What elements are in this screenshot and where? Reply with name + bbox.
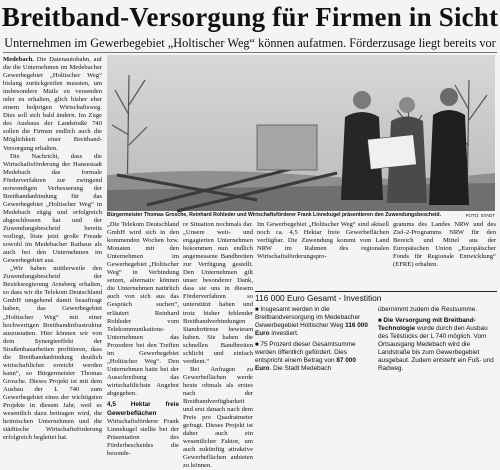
infobox-rule xyxy=(255,291,497,292)
paragraph: Die Nachricht, dass die Wirtschaftsförderung der Hansestadt Medebach das formale Förderverfahren zur zwingend notwendigen Verbesserung der Breitbandanbindung für das Gewerbegebiet „Holtischer Weg“ in Medebach zügig und erfolgreich abgeschlossen hat und der Zuwendungsbescheid bereits vorliegt, löste jetzt große Freude sowohl im Medebacher Rathaus als auch bei den Unternehmen im Gewerbegebiet aus. xyxy=(3,152,102,265)
article-column-2 xyxy=(107,221,179,458)
caption-text: Bürgermeister Thomas Grosche, Reinhard Rohleder und Wirtschaftsförderer Frank Linnekugel präsentieren den Zuwendungsbescheid. xyxy=(107,212,442,218)
infobox-item xyxy=(255,341,373,373)
item-text: investiert. xyxy=(271,330,299,337)
square-bullet-icon: ■ xyxy=(255,342,259,348)
paragraph: Wirtschaftsförderer Frank Linnekugel stellte bei der Präsentation des Förderbescheides die besonde- xyxy=(107,418,179,458)
infobox-item xyxy=(378,317,497,373)
people xyxy=(341,88,469,205)
infobox-item xyxy=(378,306,497,314)
news-photo xyxy=(107,55,495,211)
article-column-4 xyxy=(257,221,389,291)
infobox-item xyxy=(255,306,373,338)
article-column-3 xyxy=(183,221,253,470)
infobox-title: 116 000 Euro Gesamt - Investition xyxy=(255,293,382,303)
photo-image xyxy=(107,55,495,211)
dateline: Medebach. xyxy=(3,56,34,63)
photo-caption xyxy=(107,212,495,219)
square-bullet-icon: ■ xyxy=(378,318,382,324)
subheadline: Unternehmen im Gewerbegebiet „Holtischer Weg“ können aufatmen. Förderzusage liegt bereits vor xyxy=(4,36,496,50)
item-text: 75 Prozent dieser Gesamtsumme werden öffentlich gefördert. Dies entspricht einem Betrag von xyxy=(255,341,356,364)
header-rule xyxy=(3,52,497,53)
infobox-right xyxy=(378,306,497,409)
paragraph: „Die Telekom Deutschland GmbH wird sich in den kommenden Wochen bzw. Monaten mit den Unternehmen im Gewerbegebiet „Holtischer Weg“ in Verbindung setzen, alternativ können die Unternehmen natürlich auch von sich aus das Gespräch suchen“, erläutert Reinhard Rohleder vom Telekommunikations-Unternehmen das Prozedere bei den Treffen im Gewerbegebiet „Holtischer Weg“. Den Unternehmen hatte bei der Ausschreibung das wirtschaftlichste Angebot abgegeben. xyxy=(107,221,179,397)
paragraph: „Wir haben mittlerweile den Zuwendungsbescheid der Bezirksregierung Arnsberg erhalten, so dass wir die Telekom Deutschland GmbH umgehend damit beauftragt haben, das Gewerbegebiet „Holtischer Weg“ mit einer hochwertigen Breitbandinfrastruktur auszustatten. Hier können wir von dem Synergieeffekt der Straßenbauarbeiten profitieren, dass die Breitbandanbindung deutlich wirtschaftlicher erreicht werden kann“, so Bürgermeister Thomas Grosche. Dieses Projekt ist mit dem Ausbau der L 740 zum Gewerbegebiet eines der wichtigsten Projekte in diesem Jahr, weil es wesentlich dazu beitragen wird, die heimischen Unternehmen und die städtische Wirtschaftsförderung erfolgreich begleitet hat. xyxy=(3,265,102,442)
article-column-1 xyxy=(3,56,102,442)
article-column-5 xyxy=(393,221,496,291)
item-bold: 116 000 Euro xyxy=(255,322,368,337)
item-text: Insgesamt werden in die Breitbandversorgung im Medebacher Gewerbegebiet Holtischer Weg xyxy=(255,306,361,329)
paragraph xyxy=(3,56,102,153)
paragraph-text: Die Datenautobahn, auf die die Unternehmen im Medebacher Gewerbegebiet „Holtischer Weg“ bislang zurückgreifen mussten, um insbesondere Mails zu versenden oder zu erhalten, glich bisher eher einem holprigen Wirtschaftsweg. Dies soll sich bald ändern. Im Zuge des Ausbaus der Landstraße 740 sollen die Firmen endlich auch die Möglichkeit einer Breitband-Versorgung erhalten. xyxy=(3,56,102,152)
paragraph: Im Gewerbegebiet „Holtischer Weg“ sind aktuell noch ca. 4,5 Hektar freie Gewerbeflächen verfügbar. Die Zuwendung kommt vom Land NRW im Rahmen des regionalen Wirtschaftsförderungspro- xyxy=(257,221,389,261)
item-text: übernimmt zudem die Restsumme. xyxy=(378,306,478,313)
item-bold: 87 000 Euro xyxy=(255,357,356,372)
photo-credit: FOTO: STADT xyxy=(465,213,495,218)
infobox-left xyxy=(255,306,373,409)
item-text: . Die Stadt Medebach xyxy=(269,365,332,372)
paragraph: Bei Anfragen zu Gewerbeflächen werde heute oftmals als erstes nach der Breitbandverfügbarkeit und erst danach nach dem Preis pro Quadratmeter gefragt. Dieses Projekt ist daher auch ein wesentlicher Faktor, um auch zukünftig attraktive Gewerbeflächen anbieten zu können. xyxy=(183,365,253,470)
square-bullet-icon: ■ xyxy=(255,307,259,313)
item-bold: Die Versorgung mit Breitband-Technologie xyxy=(378,317,476,332)
paragraph: re Situation nochmals dar. „Unsere weit- und engagierten Unternehmen bekommen nun endlich angemessene Bandbreiten zur Verfügung gestellt. Den Unternehmen gilt unser besonderer Dank, dass sie uns in diesem Förderverfahren so unterstützt haben und trotz bisher fehlender Breitbandverbindungen Standorttreue bewiesen haben. Sie haben die schnellen Bandbreiten schlicht und einfach verdient.“ xyxy=(183,221,253,365)
paragraph: gramms des Landes NRW und des Ziel-2-Programms NRW für den Bereich und Mittel aus der Europäischen Union „Europäischer Fonds für Regionale Entwicklung“ (EFRE) erhalten. xyxy=(393,221,496,269)
headline: Breitband-Versorgung für Firmen in Sicht xyxy=(1,2,499,32)
subheading: 4,5 Hektar freie Gewerbeflächen xyxy=(107,401,179,418)
item-text: wurde durch den Ausbau des Teilstücks der L 740 möglich. Vom Ortsausgang Medebach wird die Landstraße bis zum Gewerbegebiet ausgebaut. Zudem entsteht ein Fuß- und Radweg. xyxy=(378,325,494,372)
